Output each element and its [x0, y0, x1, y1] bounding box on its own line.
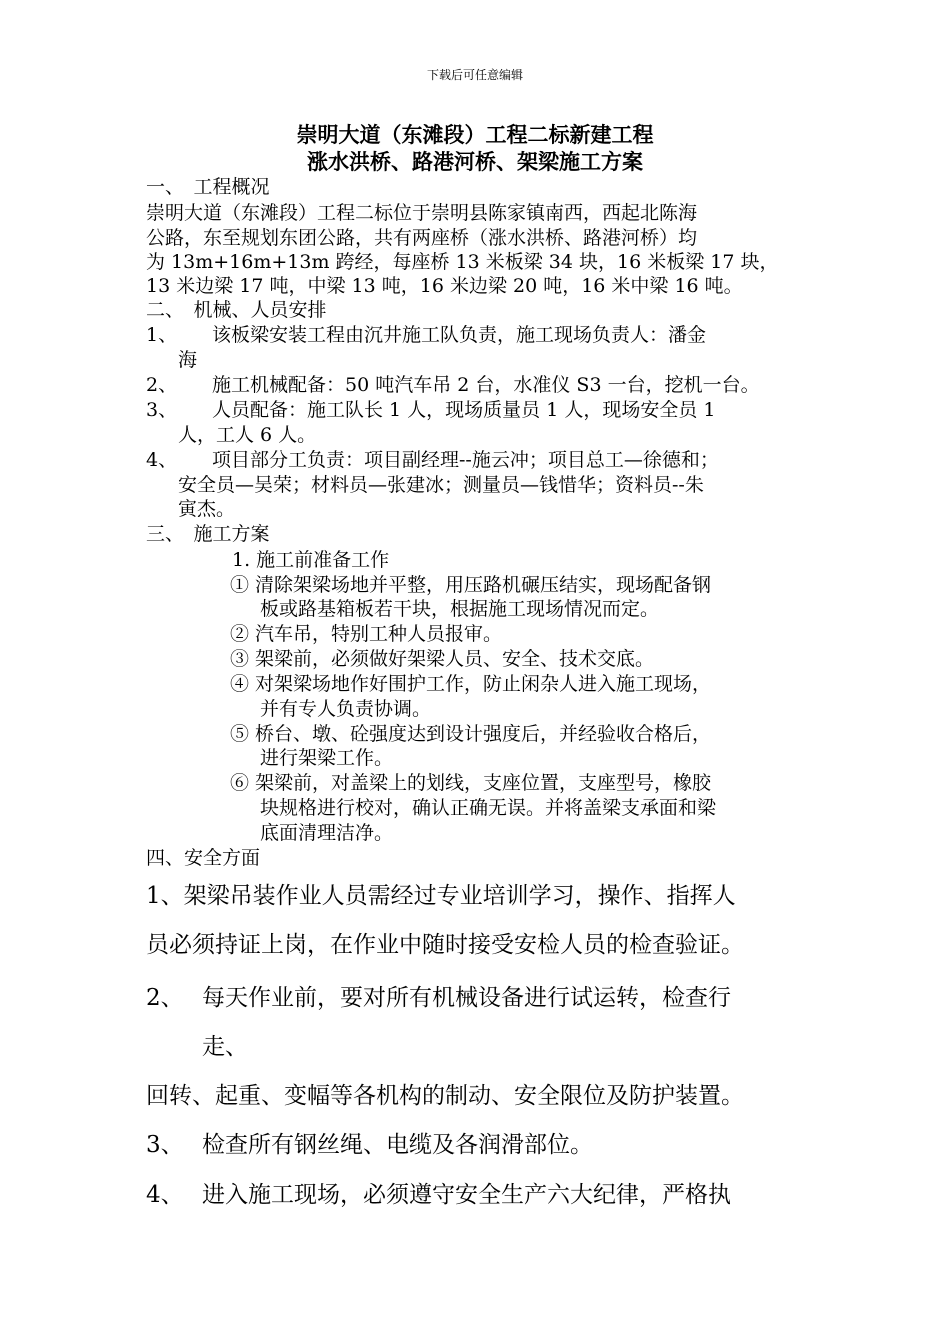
circled-item-text: 板或路基箱板若干块，根据施工现场情况而定。	[260, 598, 660, 620]
section-1-paragraph-line: 公路，东至规划东团公路，共有两座桥（涨水洪桥、路港河桥）均	[146, 227, 698, 249]
safety-item-text: 每天作业前，要对所有机械设备进行试运转，检查行	[202, 985, 731, 1011]
document-title-line-1: 崇明大道（东滩段）工程二标新建工程	[296, 122, 654, 147]
safety-paragraph-line: 员必须持证上岗，在作业中随时接受安检人员的检查验证。	[146, 932, 744, 958]
section-1-paragraph-line: 崇明大道（东滩段）工程二标位于崇明县陈家镇南西，西起北陈海	[146, 202, 698, 224]
safety-item-text: 检查所有钢丝绳、电缆及各润滑部位。	[202, 1132, 593, 1158]
circled-item-text: ③ 架梁前，必须做好架梁人员、安全、技术交底。	[230, 648, 655, 670]
safety-item-text: 走、	[202, 1034, 248, 1060]
circled-item-text: ⑤ 桥台、墩、砼强度达到设计强度后，并经验收合格后，	[230, 723, 712, 745]
list-item-text: 项目部分工负责：项目副经理--施云冲；项目总工—徐德和；	[212, 449, 719, 471]
section-2-heading: 二、 机械、人员安排	[146, 299, 327, 321]
circled-item-text: ⑥ 架梁前，对盖梁上的划线，支座位置，支座型号，橡胶	[230, 772, 712, 794]
list-item-text: 寅杰。	[178, 498, 236, 520]
section-4-heading: 四、安全方面	[146, 847, 261, 869]
section-3-heading: 三、 施工方案	[146, 523, 270, 545]
safety-item-number: 2、	[146, 985, 184, 1011]
document-title-line-2: 涨水洪桥、路港河桥、架梁施工方案	[307, 149, 643, 174]
circled-item-text: 块规格进行校对，确认正确无误。并将盖梁支承面和梁	[260, 797, 717, 819]
section-1-paragraph-line: 为 13m+16m+13m 跨经，每座桥 13 米板梁 34 块，16 米板梁 17 块，	[146, 251, 779, 273]
circled-item-text: ④ 对架梁场地作好围护工作，防止闲杂人进入施工现场，	[230, 673, 712, 695]
list-item-number: 1、	[146, 324, 178, 346]
list-item-text: 人，工人 6 人。	[178, 424, 317, 446]
list-item-number: 2、	[146, 374, 178, 396]
section-1-heading: 一、 工程概况	[146, 176, 270, 198]
safety-item-number: 4、	[146, 1182, 184, 1208]
safety-item-text: 回转、起重、变幅等各机构的制动、安全限位及防护装置。	[146, 1083, 744, 1109]
list-item-text: 施工机械配备：50 吨汽车吊 2 台，水准仪 S3 一台，挖机一台。	[212, 374, 760, 396]
list-item-number: 3、	[146, 399, 178, 421]
list-item-text: 人员配备：施工队长 1 人，现场质量员 1 人，现场安全员 1	[212, 399, 716, 421]
subsection-heading: 1. 施工前准备工作	[232, 549, 390, 571]
list-item-text: 海	[178, 349, 198, 371]
section-1-paragraph-line: 13 米边梁 17 吨，中梁 13 吨，16 米边梁 20 吨，16 米中梁 16 吨。	[146, 275, 743, 297]
circled-item-text: 进行架梁工作。	[260, 747, 394, 769]
circled-item-text: 并有专人负责协调。	[260, 698, 432, 720]
list-item-text: 该板梁安装工程由沉井施工队负责，施工现场负责人：潘金	[212, 324, 707, 346]
safety-paragraph-line: 1、架梁吊装作业人员需经过专业培训学习，操作、指挥人	[146, 883, 736, 909]
page-header-note: 下载后可任意编辑	[426, 68, 523, 82]
circled-item-text: 底面清理洁净。	[260, 822, 394, 844]
safety-item-text: 进入施工现场，必须遵守安全生产六大纪律，严格执	[202, 1182, 731, 1208]
circled-item-text: ② 汽车吊，特别工种人员报审。	[230, 623, 503, 645]
circled-item-text: ① 清除架梁场地并平整，用压路机碾压结实，现场配备钢	[230, 574, 712, 596]
list-item-number: 4、	[146, 449, 178, 471]
safety-item-number: 3、	[146, 1132, 184, 1158]
list-item-text: 安全员—吴荣；材料员—张建冰；测量员—钱惜华；资料员--朱	[178, 474, 704, 496]
